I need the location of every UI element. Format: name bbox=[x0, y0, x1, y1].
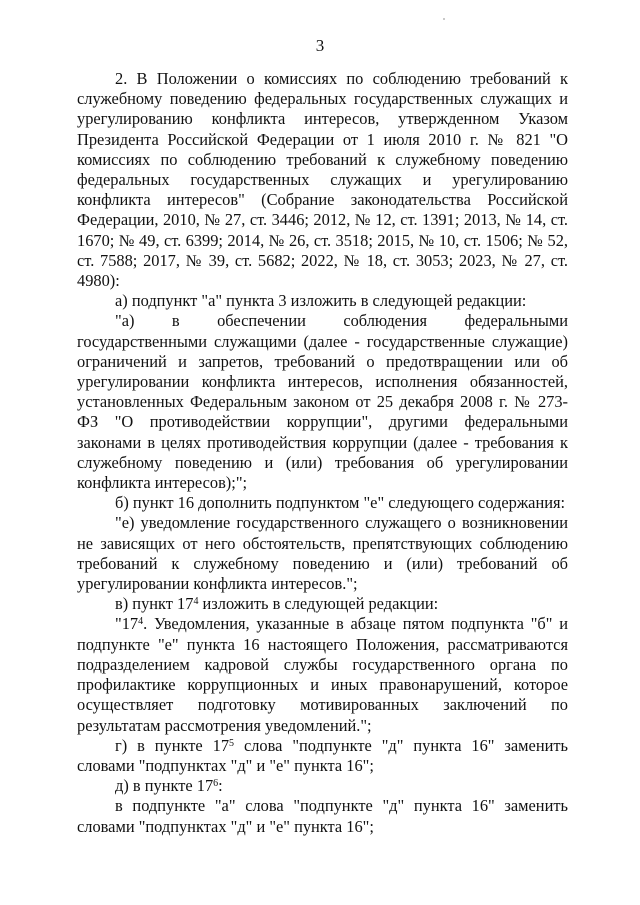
paragraph-item-g bbox=[77, 736, 568, 776]
document-body bbox=[77, 69, 568, 837]
paragraph-text: д) в пункте 17 bbox=[115, 776, 214, 796]
superscript: 4 bbox=[138, 616, 144, 628]
superscript: 4 bbox=[193, 596, 199, 608]
paragraph-item-b: б) пункт 16 дополнить подпунктом "е" следующего содержания: bbox=[115, 493, 566, 513]
paragraph-item-b-new-text: "е) уведомление государственного служащего о возникновении не зависящих от него обстоятельств, препятствующих соблюдению требований к служебному поведению и (или) требований об урегулировании конфликта интересов."; bbox=[77, 513, 568, 594]
paragraph-item-v-new-text bbox=[77, 614, 568, 735]
superscript: 5 bbox=[229, 737, 235, 749]
paragraph-text: "17 bbox=[115, 614, 139, 634]
paragraph-text: изложить в следующей редакции: bbox=[198, 594, 439, 614]
paragraph-text: г) в пункте 17 bbox=[115, 735, 230, 755]
paragraph-item-d-subpoint-a: в подпункте "а" слова "подпункте "д" пункта 16" заменить словами "подпунктах "д" и "е" пункта 16"; bbox=[77, 796, 568, 836]
paragraph-item-a: а) подпункт "а" пункта 3 изложить в следующей редакции: bbox=[115, 291, 527, 311]
paragraph-amendment-2-intro: 2. В Положении о комиссиях по соблюдению требований к служебному поведению федеральных государственных служащих и урегулированию конфликта интересов, утвержденном Указом Президента Российской Федерации от 1 июля 2010 г. № 821 "О комиссиях по соблюдению требований к служебному поведению федеральных государственных служащих и урегулированию конфликта интересов" (Собрание законодательства Российской Федерации, 2010, № 27, ст. 3446; 2012, № 12, ст. 1391; 2013, № 14, ст. 1670; № 49, ст. 6399; 2014, № 26, ст. 3518; 2015, № 10, ст. 1506; № 52, ст. 7588; 2017, № 39, ст. 5682; 2022, № 18, ст. 3053; 2023, № 27, ст. 4980): bbox=[77, 69, 568, 291]
scan-mark bbox=[443, 18, 445, 20]
superscript: 6 bbox=[213, 778, 219, 790]
paragraph-text: в) пункт 17 bbox=[115, 594, 194, 614]
paragraph-text: слова "подпункте "д" пункта 16" заменить словами "подпунктах "д" и "е" пункта 16"; bbox=[77, 735, 568, 775]
paragraph-item-v bbox=[77, 594, 568, 614]
page-number: 3 bbox=[315, 36, 325, 55]
paragraph-text: : bbox=[218, 776, 223, 796]
paragraph-item-a-new-text: "а) в обеспечении соблюдения федеральными государственными служащими (далее - государственные служащие) ограничений и запретов, требований о предотвращении или об урегулировании конфликта интересов, исполнения обязанностей, установленных Федеральным законом от 25 декабря 2008 г. № 273-ФЗ "О противодействии коррупции", другими федеральными законами в целях противодействия коррупции (далее - требования к служебному поведению и (или) требования об урегулировании конфликта интересов);"; bbox=[77, 311, 568, 493]
paragraph-item-d bbox=[77, 776, 568, 796]
paragraph-text: . Уведомления, указанные в абзаце пятом подпункта "б" и подпункте "е" пункта 16 настоящего Положения, рассматриваются подразделением кадровой службы государственного органа по профилактике коррупционных и иных правонарушений, которое осуществляет подготовку мотивированных заключений по результатам рассмотрения уведомлений."; bbox=[77, 614, 568, 735]
